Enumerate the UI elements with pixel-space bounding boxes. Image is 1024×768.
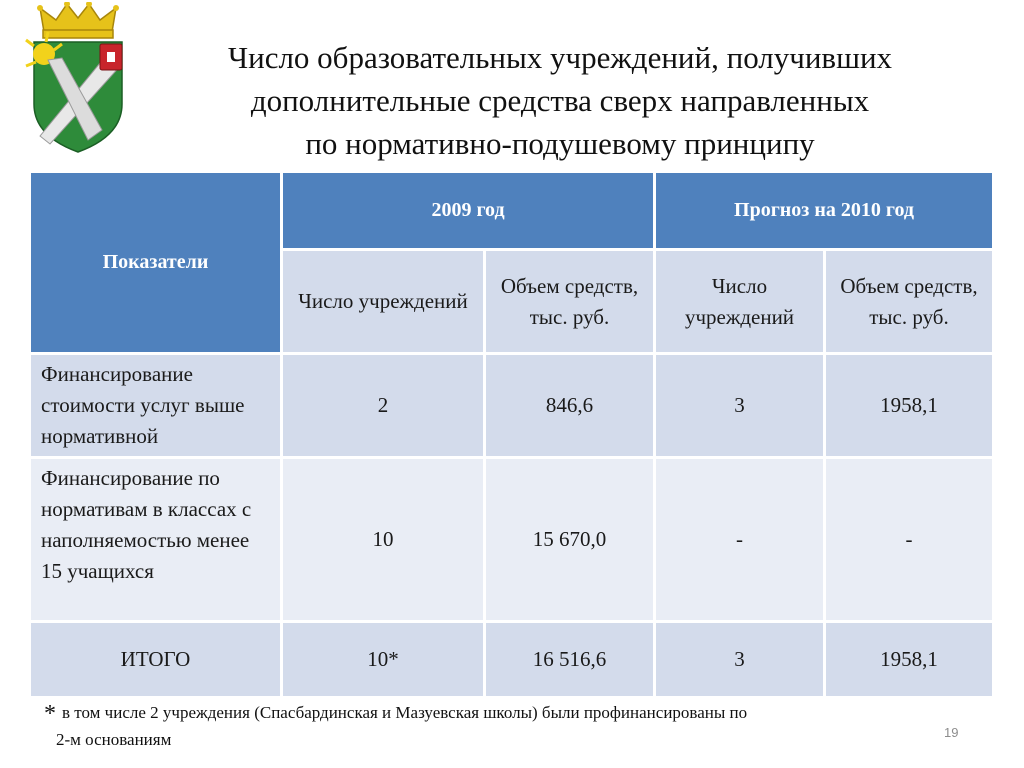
header-count-2009: Число учреждений xyxy=(282,250,485,354)
header-year-2009: 2009 год xyxy=(282,172,655,250)
cell-volume-2010: - xyxy=(825,458,994,622)
cell-count-2009: 2 xyxy=(282,354,485,458)
table-row-total xyxy=(30,622,994,698)
cell-count-2009: 10 xyxy=(282,458,485,622)
header-forecast-2010: Прогноз на 2010 год xyxy=(655,172,994,250)
slide-title xyxy=(150,36,970,165)
footnote-line-1: в том числе 2 учреждения (Спасбардинская и Мазуевская школы) были профинансированы по xyxy=(62,703,748,722)
cell-volume-2009: 846,6 xyxy=(485,354,655,458)
footnote-line-2: 2-м основаниям xyxy=(56,730,172,749)
cell-count-2009: 10* xyxy=(282,622,485,698)
title-line-1: Число образовательных учреждений, получивших xyxy=(227,40,893,75)
row-label: Финансирование по нормативам в классах с наполняемостью менее 15 учащихся xyxy=(30,458,282,622)
cell-volume-2009: 15 670,0 xyxy=(485,458,655,622)
institutions-table xyxy=(28,170,995,699)
row-label-total: ИТОГО xyxy=(30,622,282,698)
cell-volume-2010: 1958,1 xyxy=(825,354,994,458)
table-row xyxy=(30,458,994,622)
footnote xyxy=(44,700,904,752)
table-row xyxy=(30,354,994,458)
header-volume-2009: Объем средств, тыс. руб. xyxy=(485,250,655,354)
cell-volume-2010: 1958,1 xyxy=(825,622,994,698)
cell-count-2010: - xyxy=(655,458,825,622)
row-label: Финансирование стоимости услуг выше нормативной xyxy=(30,354,282,458)
title-line-2: дополнительные средства сверх направленных xyxy=(250,83,870,118)
header-volume-2010: Объем средств, тыс. руб. xyxy=(825,250,994,354)
header-count-2010: Число учреждений xyxy=(655,250,825,354)
header-indicator: Показатели xyxy=(30,172,282,354)
page-number: 19 xyxy=(944,725,959,740)
footnote-marker: * xyxy=(44,701,56,727)
cell-count-2010: 3 xyxy=(655,622,825,698)
coat-of-arms-icon xyxy=(22,2,134,154)
cell-count-2010: 3 xyxy=(655,354,825,458)
cell-volume-2009: 16 516,6 xyxy=(485,622,655,698)
title-line-3: по нормативно-подушевому принципу xyxy=(305,126,815,161)
